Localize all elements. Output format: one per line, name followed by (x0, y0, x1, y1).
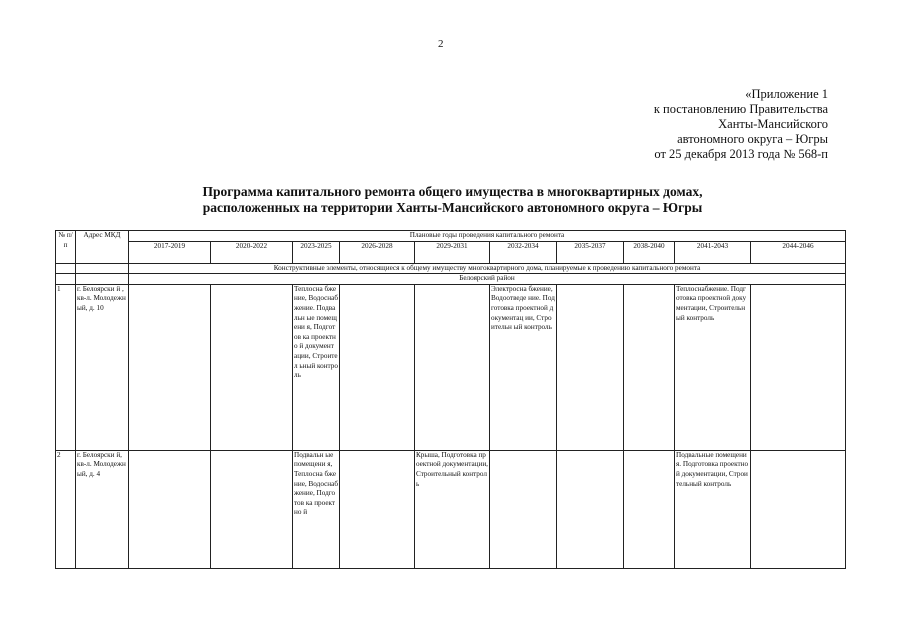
row-cell (415, 284, 490, 450)
row-cell: Подвальн ые помещени я, Теплосна бжение, Водоснаб жение, Подготов ка проектно й (293, 450, 340, 568)
row-cell (624, 284, 675, 450)
period-header: 2029-2031 (415, 241, 490, 263)
period-header: 2017-2019 (129, 241, 211, 263)
row-cell (211, 450, 293, 568)
row-cell: Теплосна бжение, Водоснаб жение. Подвальн ые помещени я, Подготов ка проектно й документ ации, Строител ьный контроль (293, 284, 340, 450)
period-header: 2035-2037 (557, 241, 624, 263)
row-cell (490, 450, 557, 568)
row-cell (129, 450, 211, 568)
repair-program-table (55, 230, 846, 569)
row-cell (340, 450, 415, 568)
appendix-line: автономного округа – Югры (677, 132, 828, 146)
planned-years-header: Плановые годы проведения капитального ремонта (129, 231, 846, 242)
row-cell (129, 284, 211, 450)
title-line: Программа капитального ремонта общего имущества в многоквартирных домах, (202, 184, 703, 199)
row-address: г. Белоярски й , кв-л. Молодежн ый, д. 10 (76, 284, 129, 450)
col-number-header: № п/ п (56, 231, 76, 264)
row-number: 2 (56, 450, 76, 568)
document-title (0, 184, 905, 216)
row-cell (557, 284, 624, 450)
row-cell: Подвальные помещения. Подготовка проектной документации, Строительный контроль (675, 450, 751, 568)
period-header: 2038-2040 (624, 241, 675, 263)
row-cell (751, 450, 846, 568)
row-cell (751, 284, 846, 450)
title-line: расположенных на территории Ханты-Мансийского автономного округа – Югры (202, 200, 703, 215)
row-cell: Крыша, Подготовка проектной документации, Строительный контроль (415, 450, 490, 568)
page-number: 2 (438, 38, 444, 50)
row-cell (340, 284, 415, 450)
table-row (56, 284, 846, 450)
appendix-line: Ханты-Мансийского (718, 117, 828, 131)
appendix-line: «Приложение 1 (745, 87, 828, 101)
row-cell (624, 450, 675, 568)
row-cell (557, 450, 624, 568)
appendix-line: к постановлению Правительства (653, 102, 828, 116)
section-header: Конструктивные элементы, относящиеся к общему имуществу многоквартирного дома, планируемые к проведению капитального ремонта (129, 263, 846, 274)
table-row (56, 450, 846, 568)
period-header: 2026-2028 (340, 241, 415, 263)
row-cell: Электросна бжение, Водоотведе ние. Подготовка проектной документац ии, Строительн ый контроль (490, 284, 557, 450)
row-cell (211, 284, 293, 450)
period-header: 2020-2022 (211, 241, 293, 263)
period-header: 2023-2025 (293, 241, 340, 263)
period-header: 2032-2034 (490, 241, 557, 263)
district-header: Белоярский район (129, 274, 846, 285)
row-number: 1 (56, 284, 76, 450)
row-address: г. Белоярски й, кв-л. Молодежн ый, д. 4 (76, 450, 129, 568)
period-header: 2041-2043 (675, 241, 751, 263)
row-cell: Теплоснабжение. Подготовка проектной документации, Строительный контроль (675, 284, 751, 450)
period-header: 2044-2046 (751, 241, 846, 263)
appendix-line: от 25 декабря 2013 года № 568-п (654, 147, 828, 161)
appendix-heading (654, 87, 828, 162)
col-address-header: Адрес МКД (76, 231, 129, 264)
